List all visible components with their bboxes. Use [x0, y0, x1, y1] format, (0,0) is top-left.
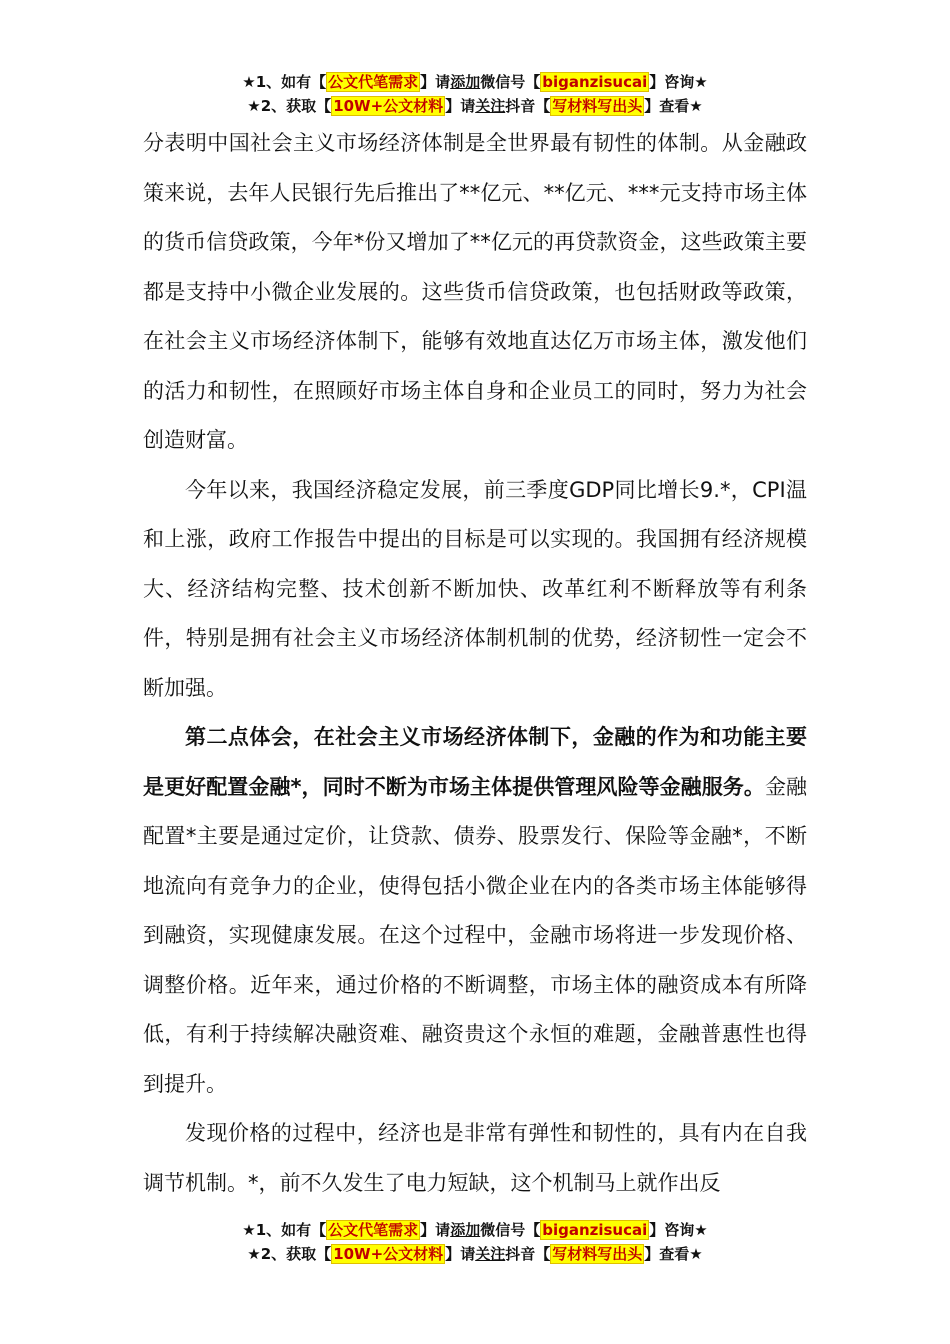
- paragraph-3: [143, 713, 807, 1109]
- banner-text: 】咨询★: [649, 1221, 708, 1239]
- banner-highlight-douyin-account: 写材料写出头: [552, 97, 643, 115]
- banner-highlight-materials: 10W+公文材料: [333, 97, 444, 115]
- banner-text: 】查看★: [644, 97, 703, 115]
- banner-line-1: [0, 1218, 950, 1242]
- banner-highlight-wechat-id: biganzisucai: [542, 73, 648, 91]
- document-body: [143, 119, 807, 1208]
- banner-highlight-service: 公文代笔需求: [328, 1221, 419, 1239]
- banner-line-1: [0, 70, 950, 94]
- banner-text: 抖音【: [505, 1245, 551, 1263]
- banner-text: 】咨询★: [649, 73, 708, 91]
- banner-text: ★1、如有【: [242, 73, 327, 91]
- paragraph-3-body: 金融配置*主要是通过定价，让贷款、债券、股票发行、保险等金融*，不断地流向有竞争力的企业，使得包括小微企业在内的各类市场主体能够得到融资，实现健康发展。在这个过程中，金融市场将进一步发现价格、调整价格。近年来，通过价格的不断调整，市场主体的融资成本有所降低，有利于持续解决融资难、融资贵这个永恒的难题，金融普惠性也得到提升。: [143, 774, 808, 1096]
- banner-text: 】查看★: [644, 1245, 703, 1263]
- banner-text: 】请: [445, 1245, 476, 1263]
- paragraph-2: 今年以来，我国经济稳定发展，前三季度GDP同比增长9.*，CPI温和上涨，政府工作报告中提出的目标是可以实现的。我国拥有经济规模大、经济结构完整、技术创新不断加快、改革红利不断释放等有利条件，特别是拥有社会主义市场经济体制机制的优势，经济韧性一定会不断加强。: [143, 477, 807, 700]
- paragraph-3-bold-lead: 第二点体会，在社会主义市场经济体制下，金融的作为和功能主要是更好配置金融*，同时不断为市场主体提供管理风险等金融服务。: [143, 725, 807, 799]
- paragraph-1: 分表明中国社会主义市场经济体制是全世界最有韧性的体制。从金融政策来说，去年人民银行先后推出了**亿元、**亿元、***元支持市场主体的货币信贷政策，今年*份又增加了**亿元的再贷款资金，这些政策主要都是支持中小微企业发展的。这些货币信贷政策，也包括财政等政策，在社会主义市场经济体制下，能够有效地直达亿万市场主体，激发他们的活力和韧性，在照顾好市场主体自身和企业员工的同时，努力为社会创造财富。: [143, 131, 807, 452]
- banner-highlight-wechat-id: biganzisucai: [542, 1221, 648, 1239]
- banner-emphasis: 添加: [450, 1221, 481, 1239]
- banner-highlight-materials: 10W+公文材料: [333, 1245, 444, 1263]
- banner-text: 】请: [420, 1221, 451, 1239]
- banner-emphasis: 关注: [475, 1245, 506, 1263]
- banner-text: 微信号【: [480, 73, 541, 91]
- banner-highlight-service: 公文代笔需求: [328, 73, 419, 91]
- banner-emphasis: 关注: [475, 97, 506, 115]
- banner-text: ★1、如有【: [242, 1221, 327, 1239]
- banner-line-2: [0, 1242, 950, 1266]
- paragraph-4: 发现价格的过程中，经济也是非常有弹性和韧性的，具有内在自我调节机制。*，前不久发生了电力短缺，这个机制马上就作出反: [143, 1121, 807, 1195]
- footer-banner: [0, 1218, 950, 1266]
- banner-text: 微信号【: [480, 1221, 541, 1239]
- banner-text: 】请: [420, 73, 451, 91]
- banner-text: 抖音【: [505, 97, 551, 115]
- header-banner: [0, 70, 950, 118]
- banner-line-2: [0, 94, 950, 118]
- banner-highlight-douyin-account: 写材料写出头: [552, 1245, 643, 1263]
- banner-emphasis: 添加: [450, 73, 481, 91]
- banner-text: ★2、获取【: [247, 1245, 332, 1263]
- banner-text: 】请: [445, 97, 476, 115]
- banner-text: ★2、获取【: [247, 97, 332, 115]
